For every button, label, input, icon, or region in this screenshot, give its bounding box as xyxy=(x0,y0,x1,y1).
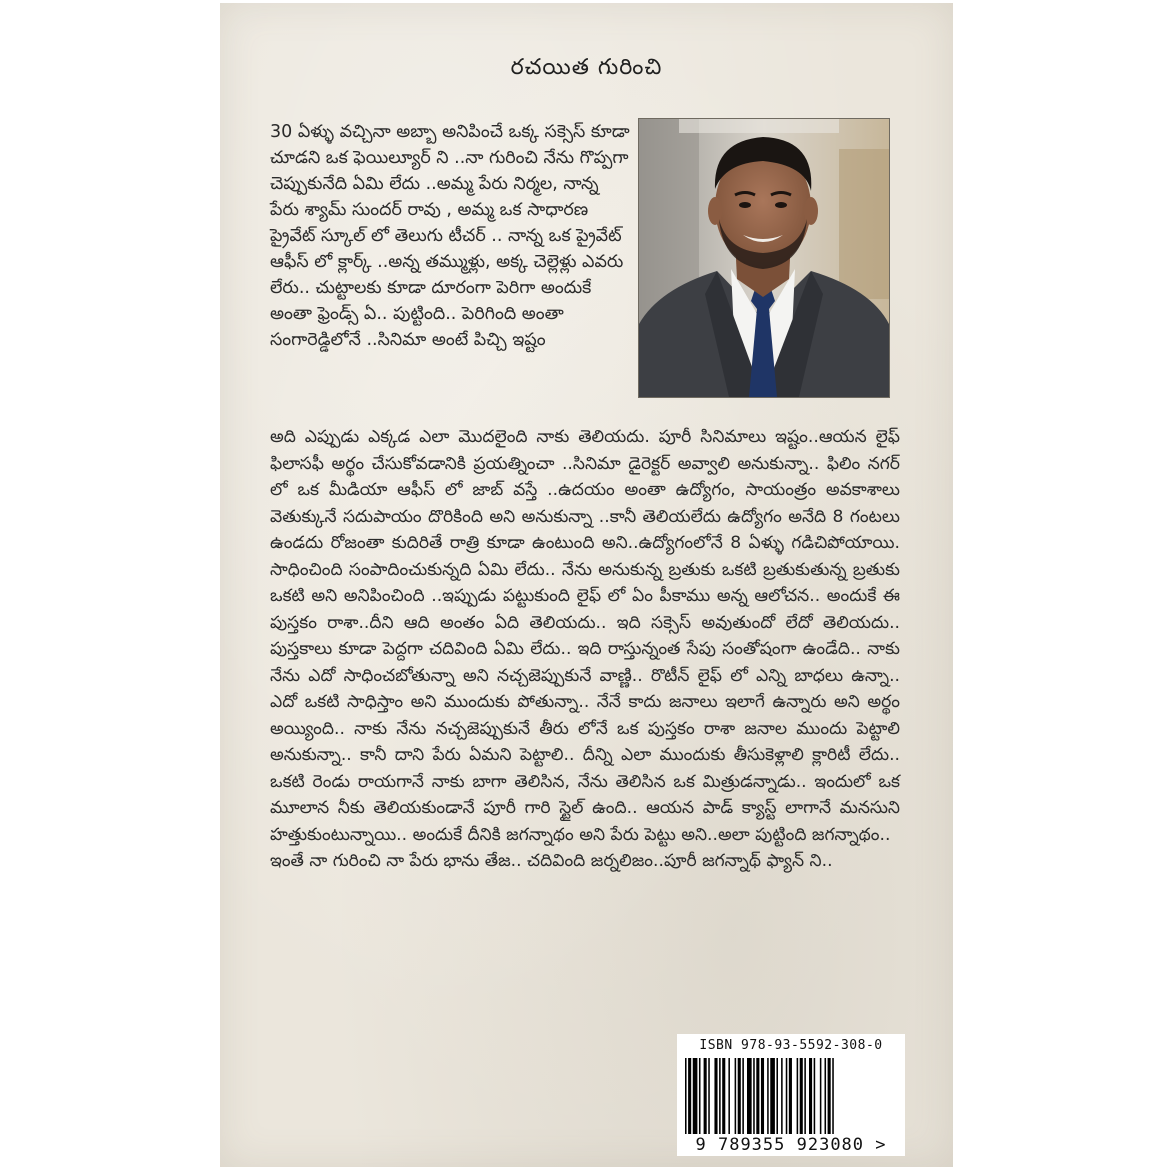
story-paragraph: అది ఎప్పుడు ఎక్కడ ఎలా మొదలైంది నాకు తెలియదు. పూరీ సినిమాలు ఇష్టం..ఆయన లైఫ్ ఫిలాసఫీ అర్థం చేసుకోవడానికి ప్రయత్నించా ..సినిమా డైరెక్టర్ అవ్వాలి అనుకున్నా.. ఫిలిం నగర్ లో ఒక మీడియా ఆఫీస్ లో జాబ్ వస్తే ..ఉదయం అంతా ఉద్యోగం, సాయంత్రం అవకాశాలు వెతుక్కునే సదుపాయం దొరికింది అని అనుకున్నా ..కానీ తెలియలేదు ఉద్యోగం అనేది 8 గంటలు ఉండదు రోజంతా కుదిరితే రాత్రి కూడా ఉంటుంది అని..ఉద్యోగంలోనే 8 ఏళ్ళు గడిచిపోయాయి. సాధించింది సంపాదించుకున్నది ఏమి లేదు.. నేను అనుకున్న బ్రతుకు ఒకటి బ్రతుకుతున్న బ్రతుకు ఒకటి అని అనిపించింది ..ఇప్పుడు పట్టుకుంది లైఫ్ లో ఏం పీకాము అన్న ఆలోచన.. అందుకే ఈ పుస్తకం రాశా..దీని ఆది అంతం ఏది తెలియదు.. ఇది సక్సెస్ అవుతుందో లేదో తెలియదు.. పుస్తకాలు కూడా పెద్దగా చదివింది ఏమి లేదు.. ఇది రాస్తున్నంత సేపు సంతోషంగా ఉండేది.. నాకు నేను ఎదో సాధించబోతున్నా అని నచ్చజెప్పుకునే వాణ్ణి.. రొటీన్ లైఫ్ లో ఎన్ని బాధలు ఉన్నా.. ఎదో ఒకటి సాధిస్తాం అని ముందుకు పోతున్నా.. నేనే కాదు జనాలు ఇలాగే ఉన్నారు అని అర్థం అయ్యింది.. నాకు నేను నచ్చజెప్పుకునే తీరు లోనే ఒక పుస్తకం రాశా జనాల ముందు పెట్టాలి అనుకున్నా.. కానీ దాని పేరు ఏమని పెట్టాలి.. దీన్ని ఎలా ముందుకు తీసుకెళ్లాలి క్లారిటీ లేదు.. ఒకటి రెండు రాయగానే నాకు బాగా తెలిసిన, నేను తెలిసిన ఒక మిత్రుడన్నాడు.. ఇందులో ఒక మూలాన నీకు తెలియకుండానే పూరీ గారి స్టైల్ ఉంది.. ఆయన పాడ్ క్యాస్ట్ లాగానే మనసుని హత్తుకుంటున్నాయి.. అందుకే దీనికి జగన్నాథం అని పేరు పెట్టు అని..అలా పుట్టింది జగన్నాథం.. xyxy=(270,427,900,845)
isbn-label: ISBN 978-93-5592-308-0 xyxy=(699,1038,883,1053)
author-photo xyxy=(638,118,890,398)
back-cover xyxy=(220,3,953,1167)
author-story xyxy=(270,424,900,875)
isbn-barcode xyxy=(677,1034,905,1156)
barcode-bars-icon xyxy=(683,1058,899,1134)
author-intro xyxy=(270,119,630,353)
barcode-digits: 9 789355 923080 > xyxy=(695,1135,887,1155)
page-title: రచయిత గురించి xyxy=(510,55,663,80)
closing-paragraph: ఇంతే నా గురించి నా పేరు భాను తేజ.. చదివింది జర్నలిజం..పూరీ జగన్నాథ్ ఫ్యాన్ ని.. xyxy=(270,851,833,871)
intro-paragraph: 30 ఏళ్ళు వచ్చినా అబ్బా అనిపించే ఒక్క సక్సెస్ కూడా చూడని ఒక ఫెయిల్యూర్ ని ..నా గురించి నేను గొప్పగా చెప్పుకునేది ఏమి లేదు ..అమ్మ పేరు నిర్మల, నాన్న పేరు శ్యామ్ సుందర్ రావు , అమ్మ ఒక సాధారణ ప్రైవేట్ స్కూల్ లో తెలుగు టీచర్ .. నాన్న ఒక ప్రైవేట్ ఆఫీస్ లో క్లార్క్ ..అన్న తమ్ముళ్లు, అక్క చెల్లెళ్లు ఎవరు లేరు.. చుట్టాలకు కూడా దూరంగా పెరిగా అందుకే అంతా ఫ్రెండ్స్ ఏ.. పుట్టింది.. పెరిగింది అంతా సంగారెడ్డిలోనే ..సినిమా అంటే పిచ్చి ఇష్టం xyxy=(270,122,630,350)
author-portrait-icon xyxy=(639,119,889,397)
